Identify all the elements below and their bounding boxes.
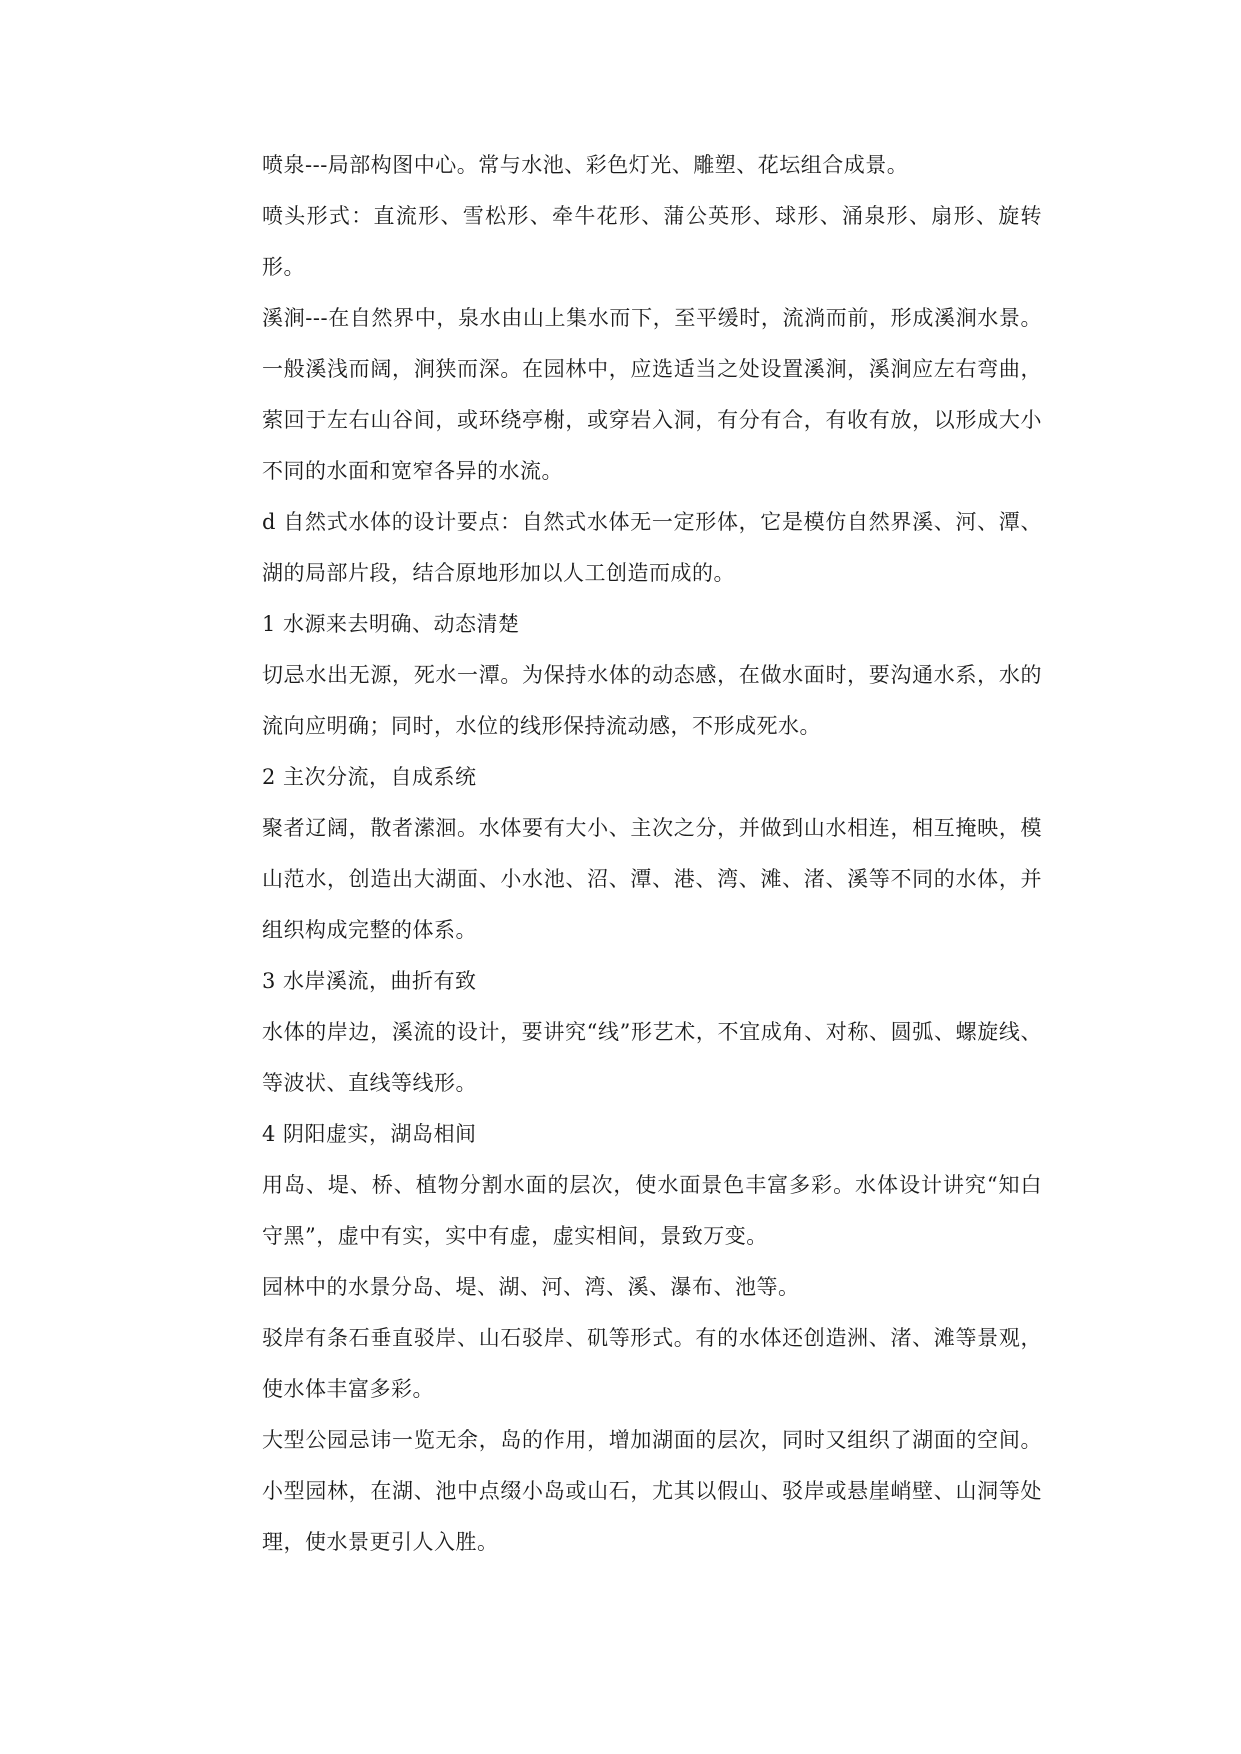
- document-body: [262, 140, 1042, 1568]
- paragraph-stream: 溪涧---在自然界中，泉水由山上集水而下，至平缓时，流淌而前，形成溪涧水景。一般溪浅而阔，涧狭而深。在园林中，应选适当之处设置溪涧，溪涧应左右弯曲，萦回于左右山谷间，或环绕亭榭，或穿岩入洞，有分有合，有收有放，以形成大小不同的水面和宽窄各异的水流。: [262, 306, 1042, 483]
- heading-point-1: 1 水源来去明确、动态清楚: [262, 612, 520, 636]
- heading-point-2: 2 主次分流，自成系统: [262, 765, 477, 789]
- paragraph-fountain: 喷泉---局部构图中心。常与水池、彩色灯光、雕塑、花坛组合成景。: [262, 153, 909, 177]
- paragraph-point-4: 用岛、堤、桥、植物分割水面的层次，使水面景色丰富多彩。水体设计讲究“知白守黑”，虚中有实，实中有虚，虚实相间，景致万变。: [262, 1173, 1042, 1248]
- paragraph-natural-water-design: d 自然式水体的设计要点：自然式水体无一定形体，它是模仿自然界溪、河、潭、湖的局部片段，结合原地形加以人工创造而成的。: [262, 510, 1042, 585]
- paragraph-point-1: 切忌水出无源，死水一潭。为保持水体的动态感，在做水面时，要沟通水系，水的流向应明确；同时，水位的线形保持流动感，不形成死水。: [262, 663, 1042, 738]
- heading-point-4: 4 阴阳虚实，湖岛相间: [262, 1122, 477, 1146]
- paragraph-revetment: 驳岸有条石垂直驳岸、山石驳岸、矶等形式。有的水体还创造洲、渚、滩等景观，使水体丰富多彩。: [262, 1326, 1042, 1401]
- paragraph-nozzle-forms: 喷头形式：直流形、雪松形、牵牛花形、蒲公英形、球形、涌泉形、扇形、旋转形。: [262, 204, 1042, 279]
- paragraph-point-2: 聚者辽阔，散者潆洄。水体要有大小、主次之分，并做到山水相连，相互掩映，模山范水，创造出大湖面、小水池、沼、潭、港、湾、滩、渚、溪等不同的水体，并组织构成完整的体系。: [262, 816, 1042, 942]
- paragraph-point-3: 水体的岸边，溪流的设计，要讲究“线”形艺术，不宜成角、对称、圆弧、螺旋线、等波状、直线等线形。: [262, 1020, 1042, 1095]
- heading-point-3: 3 水岸溪流，曲折有致: [262, 969, 477, 993]
- paragraph-islands: 大型公园忌讳一览无余，岛的作用，增加湖面的层次，同时又组织了湖面的空间。小型园林，在湖、池中点缀小岛或山石，尤其以假山、驳岸或悬崖峭壁、山洞等处理，使水景更引人入胜。: [262, 1428, 1042, 1554]
- paragraph-water-features: 园林中的水景分岛、堤、湖、河、湾、溪、瀑布、池等。: [262, 1275, 800, 1299]
